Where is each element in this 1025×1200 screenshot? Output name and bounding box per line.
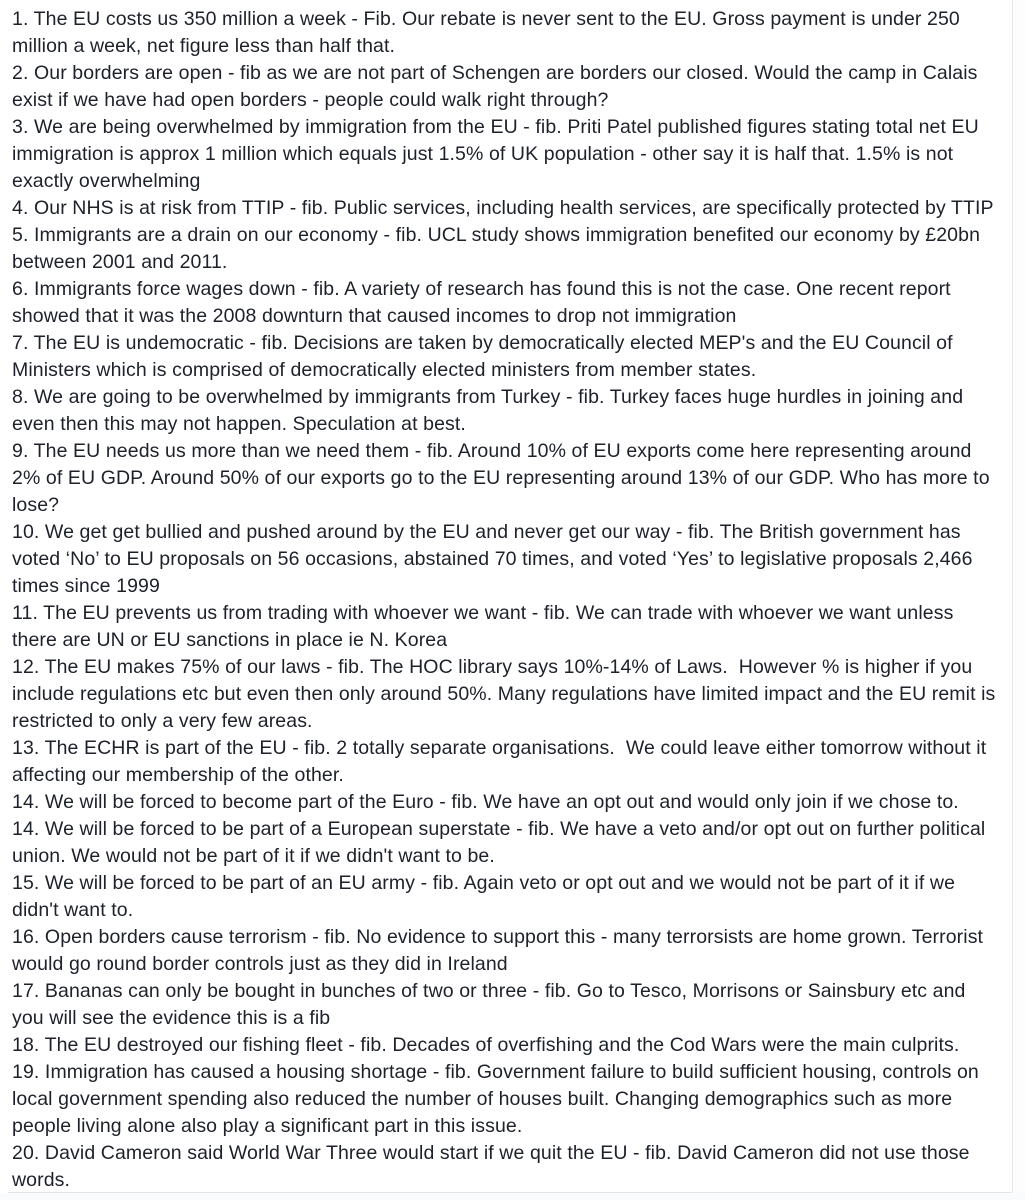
list-item: 17. Bananas can only be bought in bunches of two or three - fib. Go to Tesco, Morrisons or Sainsbury etc and you will see the evidence this is a fib <box>12 980 972 1029</box>
right-gutter <box>1014 0 1025 1200</box>
list-item: 7. The EU is undemocratic - fib. Decisions are taken by democratically elected MEP's and the EU Council of Ministers which is comprised of democratically elected ministers from member states. <box>12 332 959 381</box>
list-item: 6. Immigrants force wages down - fib. A variety of research has found this is not the case. One recent report showed that it was the 2008 downturn that caused incomes to drop not immigration <box>12 278 957 327</box>
list-item: 8. We are going to be overwhelmed by immigrants from Turkey - fib. Turkey faces huge hurdles in joining and even then this may not happen. Speculation at best. <box>12 386 969 435</box>
list-item: 1. The EU costs us 350 million a week - Fib. Our rebate is never sent to the EU. Gross payment is under 250 million a week, net figure less than half that. <box>12 8 966 57</box>
list-item: 5. Immigrants are a drain on our economy - fib. UCL study shows immigration benefited our economy by £20bn between 2001 and 2011. <box>12 224 986 273</box>
list-item: 12. The EU makes 75% of our laws - fib. The HOC library says 10%-14% of Laws. However % is higher if you include regulations etc but even then only around 50%. Many regulations have limited impact and the EU remit is restricted to only a very few areas. <box>12 656 1001 732</box>
list-item: 19. Immigration has caused a housing shortage - fib. Government failure to build sufficient housing, controls on local government spending also reduced the number of houses built. Changing demographics such as more people living alone also play a significant part in this issue. <box>12 1061 985 1137</box>
list-item: 4. Our NHS is at risk from TTIP - fib. Public services, including health services, are specifically protected by TTIP <box>12 197 994 219</box>
list-item: 20. David Cameron said World War Three would start if we quit the EU - fib. David Cameron did not use those words. <box>12 1142 976 1191</box>
list-item: 15. We will be forced to be part of an EU army - fib. Again veto or opt out and we would not be part of it if we didn't want to. <box>12 872 961 921</box>
list-item: 2. Our borders are open - fib as we are not part of Schengen are borders our closed. Would the camp in Calais exist if we have had open borders - people could walk right through? <box>12 62 984 111</box>
list-item: 18. The EU destroyed our fishing fleet - fib. Decades of overfishing and the Cod Wars were the main culprits. <box>12 1034 960 1056</box>
list-item: 16. Open borders cause terrorism - fib. No evidence to support this - many terrorsists are home grown. Terrorist would go round border controls just as they did in Ireland <box>12 926 989 975</box>
list-item: 9. The EU needs us more than we need them - fib. Around 10% of EU exports come here representing around 2% of EU GDP. Around 50% of our exports go to the EU representing around 13% of our GDP. Who has more to lose? <box>12 440 996 516</box>
list-item: 11. The EU prevents us from trading with whoever we want - fib. We can trade with whoever we want unless there are UN or EU sanctions in place ie N. Korea <box>12 602 959 651</box>
list-item: 14. We will be forced to be part of a European superstate - fib. We have a veto and/or opt out on further political union. We would not be part of it if we didn't want to be. <box>12 818 991 867</box>
fact-list <box>12 6 1002 1194</box>
list-item: 14. We will be forced to become part of the Euro - fib. We have an opt out and would only join if we chose to. <box>12 791 959 813</box>
list-item: 10. We get get bullied and pushed around by the EU and never get our way - fib. The British government has voted ‘No’ to EU proposals on 56 occasions, abstained 70 times, and voted ‘Yes’ to legislative proposals 2,466 times since 1999 <box>12 521 979 597</box>
list-item: 13. The ECHR is part of the EU - fib. 2 totally separate organisations. We could leave either tomorrow without it affecting our membership of the other. <box>12 737 992 786</box>
list-item: 3. We are being overwhelmed by immigration from the EU - fib. Priti Patel published figures stating total net EU immigration is approx 1 million which equals just 1.5% of UK population - other say it is half that. 1.5% is not exactly overwhelming <box>12 116 985 192</box>
bottom-strip <box>0 1193 1025 1200</box>
